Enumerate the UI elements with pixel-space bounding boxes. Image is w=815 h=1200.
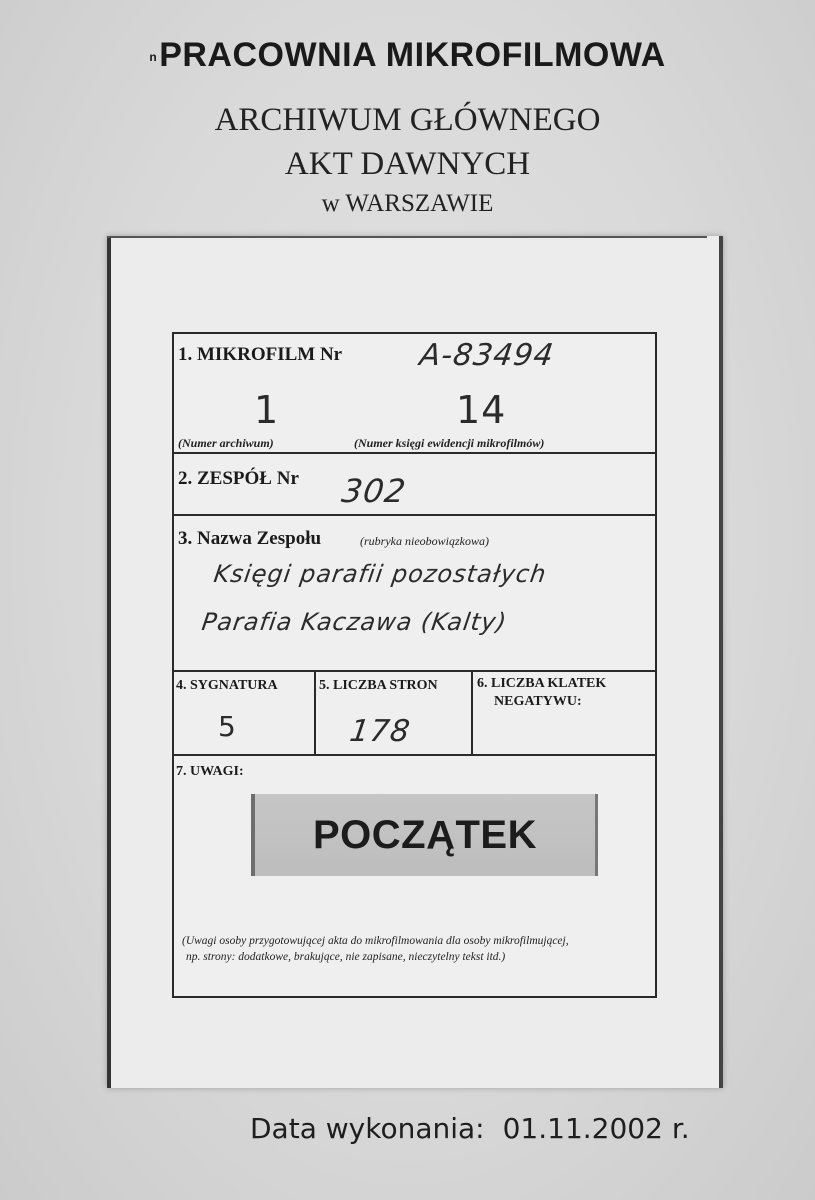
remarks-note-line2: np. strony: dodatkowe, brakujące, nie zapisane, nieczytelny tekst itd.) xyxy=(186,951,506,963)
archive-name-line1: ARCHIWUM GŁÓWNEGO xyxy=(214,102,601,138)
column-divider xyxy=(314,670,316,754)
fonds-number: 302 xyxy=(339,472,409,510)
pages-label: 5. LICZBA STRON xyxy=(319,678,438,693)
archive-city: w WARSZAWIE xyxy=(321,190,494,217)
remarks-label: 7. UWAGI: xyxy=(176,764,244,779)
frames-label-line2: NEGATYWU: xyxy=(494,694,582,709)
signature-value: 5 xyxy=(218,710,237,743)
fonds-name-line2: Parafia Kaczawa (Kalty) xyxy=(200,608,509,636)
microfilm-label: 1. MIKROFILM Nr xyxy=(178,344,343,365)
pages-value: 178 xyxy=(347,714,413,749)
fonds-label: 2. ZESPÓŁ Nr xyxy=(178,468,299,489)
archive-number-caption: (Numer archiwum) xyxy=(178,436,274,450)
lab-title: nPRACOWNIA MIKROFILMOWA xyxy=(149,36,666,74)
microfilm-form xyxy=(172,332,657,998)
register-number-caption: (Numer księgi ewidencji mikrofilmów) xyxy=(354,436,545,450)
fonds-name-label: 3. Nazwa Zespołu xyxy=(178,528,322,549)
row-divider xyxy=(174,754,655,756)
date-label: Data wykonania: xyxy=(250,1112,485,1145)
row-divider xyxy=(174,452,655,454)
start-stamp: POCZĄTEK xyxy=(251,794,598,876)
register-number: 14 xyxy=(456,388,507,432)
row-divider xyxy=(174,514,655,516)
signature-label: 4. SYGNATURA xyxy=(176,678,278,693)
row-divider xyxy=(174,670,655,672)
archive-number: 1 xyxy=(254,388,280,432)
frames-label-line1: 6. LICZBA KLATEK xyxy=(477,676,607,691)
execution-date xyxy=(250,1112,690,1145)
date-value: 01.11.2002 r. xyxy=(502,1112,690,1145)
fonds-name-line1: Księgi parafii pozostałych xyxy=(212,560,549,588)
sheet-top-edge xyxy=(107,236,707,238)
column-divider xyxy=(471,670,473,754)
archive-name-line2: AKT DAWNYCH xyxy=(284,146,531,182)
fonds-name-note: (rubryka nieobowiązkowa) xyxy=(360,534,489,548)
microfilm-number: A-83494 xyxy=(417,338,557,373)
remarks-note-line1: (Uwagi osoby przygotowującej akta do mikrofilmowania dla osoby mikrofilmującej, xyxy=(182,935,569,947)
